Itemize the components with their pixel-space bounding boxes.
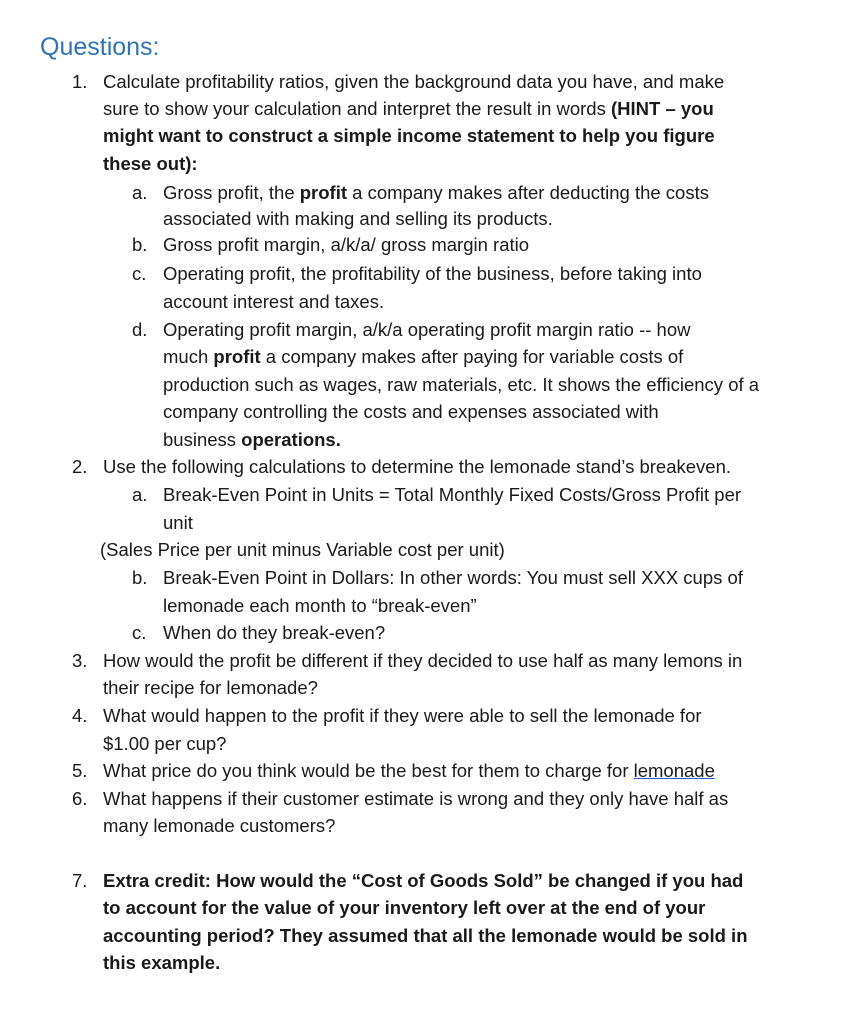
q2c-letter: c. (132, 622, 147, 643)
q7-line-1: Extra credit: How would the “Cost of Goods Sold” be changed if you had (103, 870, 744, 891)
q1d-line-3: production such as wages, raw materials, etc. It shows the efficiency of a (163, 374, 760, 395)
q3-line-1: How would the profit be different if they decided to use half as many lemons in (103, 650, 743, 671)
q1d-line-4: company controlling the costs and expenses associated with (163, 401, 659, 422)
q2b-line-1: Break-Even Point in Dollars: In other words: You must sell XXX cups of (163, 567, 743, 588)
q2a-line-1: Break-Even Point in Units = Total Monthly Fixed Costs/Gross Profit per (163, 484, 742, 505)
q1c-line-2: account interest and taxes. (163, 291, 385, 312)
q6-number: 6. (72, 788, 88, 809)
q1a-line-2: associated with making and selling its products. (163, 208, 553, 229)
q4-line-2: $1.00 per cup? (103, 733, 227, 754)
q6-line-1: What happens if their customer estimate is wrong and they only have half as (103, 788, 729, 809)
q2c-line-1: When do they break-even? (163, 622, 386, 643)
q2b-letter: b. (132, 567, 148, 588)
q1-line-1: Calculate profitability ratios, given the background data you have, and make (103, 71, 725, 92)
q7-line-3: accounting period? They assumed that all the lemonade would be sold in (103, 925, 748, 946)
q4-line-1: What would happen to the profit if they were able to sell the lemonade for (103, 705, 702, 726)
q1a-line-1: Gross profit, the profit a company makes after deducting the costs (163, 182, 709, 203)
spellcheck-underlined-word: lemonade (633, 760, 715, 781)
q1-line-2: sure to show your calculation and interpret the result in words (HINT – you (103, 98, 714, 119)
q1d-line-5: business operations. (163, 429, 341, 450)
q2-number: 2. (72, 456, 88, 477)
q1b-letter: b. (132, 234, 148, 255)
q1-number: 1. (72, 71, 88, 92)
q1-line-3: might want to construct a simple income statement to help you figure (103, 125, 715, 146)
q6-line-2: many lemonade customers? (103, 815, 336, 836)
q1a-letter: a. (132, 182, 148, 203)
q2-note: (Sales Price per unit minus Variable cost per unit) (100, 539, 505, 560)
q7-line-2: to account for the value of your inventory left over at the end of your (103, 897, 706, 918)
q1d-letter: d. (132, 319, 148, 340)
q2-line-1: Use the following calculations to determine the lemonade stand’s breakeven. (103, 456, 732, 477)
q3-line-2: their recipe for lemonade? (103, 677, 318, 698)
q3-number: 3. (72, 650, 88, 671)
q1-line-4: these out): (103, 153, 198, 174)
q5-line-1: What price do you think would be the best for them to charge for lemonade (103, 760, 715, 781)
q5-number: 5. (72, 760, 88, 781)
q1c-line-1: Operating profit, the profitability of the business, before taking into (163, 263, 702, 284)
q2a-letter: a. (132, 484, 148, 505)
q7-line-4: this example. (103, 952, 221, 973)
q1c-letter: c. (132, 263, 147, 284)
page-heading: Questions: (40, 33, 160, 61)
q2b-line-2: lemonade each month to “break-even” (163, 595, 477, 616)
q1d-line-2: much profit a company makes after paying for variable costs of (163, 346, 684, 367)
q2a-line-2: unit (163, 512, 193, 533)
q7-number: 7. (72, 870, 88, 891)
q1b-line-1: Gross profit margin, a/k/a/ gross margin ratio (163, 234, 530, 255)
q1d-line-1: Operating profit margin, a/k/a operating profit margin ratio -- how (163, 319, 691, 340)
q4-number: 4. (72, 705, 88, 726)
